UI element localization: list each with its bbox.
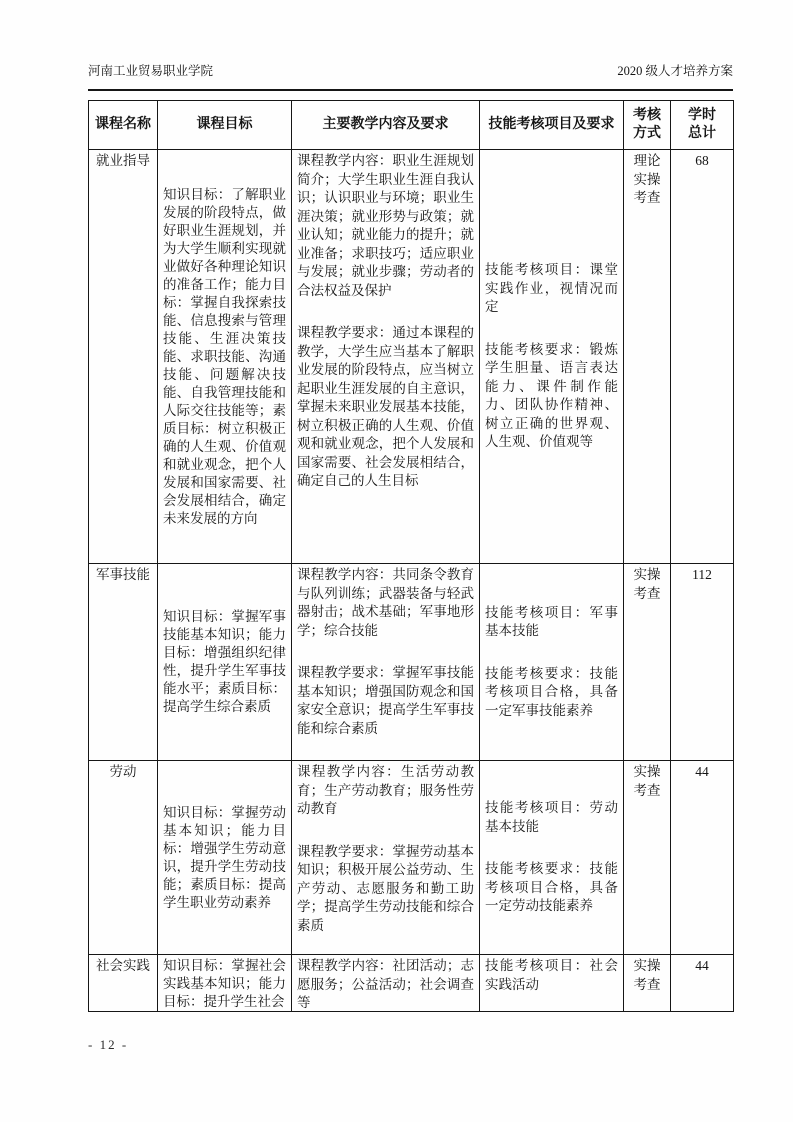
- course-row: [89, 955, 734, 1012]
- assessment-p1: 技能考核项目：劳动基本技能: [485, 800, 618, 834]
- teaching-content-p1: 课程教学内容：共同条令教育与队列训练；武器装备与轻武器射击；战术基础；军事地形学；综合技能: [297, 567, 474, 638]
- assessment-cell: [480, 564, 624, 761]
- method-cell: 实操考查: [624, 761, 671, 955]
- hours-cell: 68: [671, 150, 734, 564]
- teaching-content-cell: [292, 761, 480, 955]
- course-row: [89, 564, 734, 761]
- col-header-course-name: 课程名称: [89, 101, 158, 150]
- col-header-teaching-content: 主要教学内容及要求: [292, 101, 480, 150]
- method-cell: 实操考查: [624, 955, 671, 1012]
- col-header-objectives: 课程目标: [158, 101, 292, 150]
- objectives-cell: [158, 564, 292, 761]
- teaching-content-p1: 课程教学内容：职业生涯规划简介；大学生职业生涯自我认识；认识职业与环境；职业生涯决策；就业形势与政策；就业认知；就业能力的提升；就业准备；求职技巧；适应职业与发展；就业步骤；劳动者的合法权益及保护: [297, 153, 474, 298]
- objectives-text: 知识目标：掌握社会实践基本知识；能力目标：提升学生社会: [163, 958, 286, 1009]
- col-header-hours: 学时总计: [671, 101, 734, 150]
- teaching-content-p1: 课程教学内容：社团活动；志愿服务；公益活动；社会调查等: [297, 958, 474, 1009]
- curriculum-table: [88, 100, 734, 1012]
- assessment-p1: 技能考核项目：课堂实践作业，视情况而定: [485, 262, 618, 315]
- course-row: [89, 150, 734, 564]
- assessment-cell: [480, 150, 624, 564]
- course-name-cell: 劳动: [89, 761, 158, 955]
- course-row: [89, 761, 734, 955]
- header-rule: [88, 89, 733, 91]
- course-name-cell: 就业指导: [89, 150, 158, 564]
- assessment-cell: [480, 955, 624, 1012]
- assessment-p2: 技能考核要求：锻炼学生胆量、语言表达能力、课件制作能力、团队协作精神、树立正确的世界观、人生观、价值观等: [485, 341, 618, 450]
- teaching-content-cell: [292, 564, 480, 761]
- objectives-text: 知识目标：掌握军事技能基本知识；能力目标：增强组织纪律性，提升学生军事技能水平；素质目标：提高学生综合素质: [163, 609, 286, 714]
- assessment-p1: 技能考核项目：军事基本技能: [485, 604, 618, 639]
- teaching-content-p1: 课程教学内容：生活劳动教育；生产劳动教育；服务性劳动教育: [297, 764, 474, 816]
- method-cell: 实操考查: [624, 564, 671, 761]
- assessment-p2: 技能考核要求：技能考核项目合格，具备一定劳动技能素养: [485, 861, 618, 914]
- assessment-cell: [480, 761, 624, 955]
- objectives-cell: [158, 761, 292, 955]
- objectives-text: 知识目标：了解职业发展的阶段特点，做好职业生涯规划，并为大学生顺利实现就业做好各种理论知识的准备工作；能力目标：掌握自我探索技能、信息搜索与管理技能、生涯决策技能、求职技能、沟通技能、问题解决技能、自我管理技能和人际交往技能等；素质目标：树立积极正确的人生观、价值观和就业观念，把个人发展和国家需要、社会发展相结合，确定未来发展的方向: [163, 186, 286, 526]
- assessment-p2: 技能考核要求：技能考核项目合格，具备一定军事技能素养: [485, 665, 618, 718]
- objectives-text: 知识目标：掌握劳动基本知识；能力目标：增强学生劳动意识，提升学生劳动技能；素质目标：提高学生职业劳动素养: [163, 804, 286, 910]
- teaching-content-p2: 课程教学要求：通过本课程的教学，大学生应当基本了解职业发展的阶段特点，应当树立起职业生涯发展的自主意识，掌握未来职业发展基本技能，树立积极正确的人生观、价值观和就业观念，把个人发展和国家需要、社会发展相结合，确定自己的人生目标: [297, 325, 474, 488]
- col-header-method: 考核方式: [624, 101, 671, 150]
- header-plan-title: 2020 级人才培养方案: [617, 64, 733, 78]
- teaching-content-cell: [292, 955, 480, 1012]
- table-header-row: [89, 101, 734, 150]
- method-cell: 理论实操考查: [624, 150, 671, 564]
- hours-cell: 112: [671, 564, 734, 761]
- header-school-name: 河南工业贸易职业学院: [88, 64, 214, 78]
- objectives-cell: [158, 150, 292, 564]
- assessment-p1: 技能考核项目：社会实践活动: [485, 958, 618, 992]
- teaching-content-p2: 课程教学要求：掌握军事技能基本知识；增强国防观念和国家安全意识；提高学生军事技能和综合素质: [297, 665, 474, 736]
- document-header: [88, 63, 733, 79]
- teaching-content-cell: [292, 150, 480, 564]
- hours-cell: 44: [671, 761, 734, 955]
- col-header-assessment: 技能考核项目及要求: [480, 101, 624, 150]
- objectives-cell: [158, 955, 292, 1012]
- course-name-cell: 社会实践: [89, 955, 158, 1012]
- teaching-content-p2: 课程教学要求：掌握劳动基本知识；积极开展公益劳动、生产劳动、志愿服务和勤工助学；提高学生劳动技能和综合素质: [297, 843, 474, 933]
- hours-cell: 44: [671, 955, 734, 1012]
- course-name-cell: 军事技能: [89, 564, 158, 761]
- page-number: - 12 -: [88, 1037, 129, 1052]
